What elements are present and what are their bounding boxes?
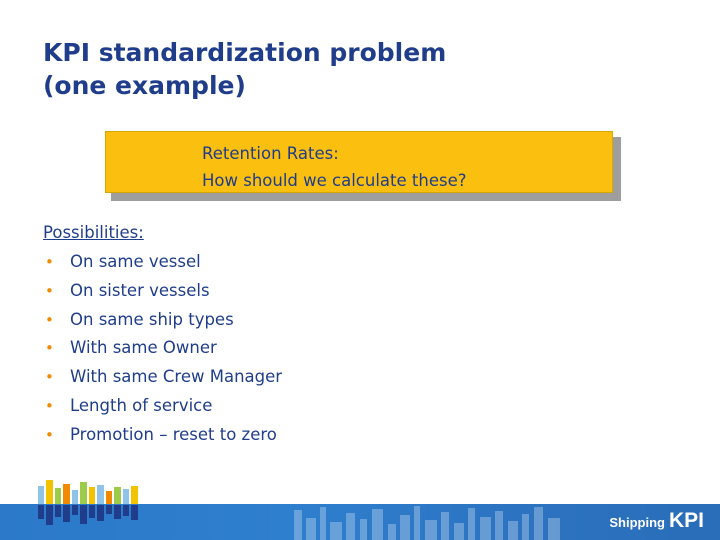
list-item xyxy=(43,334,643,363)
bullet-icon: • xyxy=(45,310,54,329)
possibilities-section xyxy=(43,219,643,450)
bullet-icon: • xyxy=(45,425,54,444)
bullet-icon: • xyxy=(45,368,54,387)
callout-box xyxy=(105,131,613,193)
brand-kpi-text: KPI xyxy=(668,509,704,532)
possibilities-list xyxy=(43,248,643,450)
shipping-kpi-brand xyxy=(609,509,704,533)
brand-shipping-text: Shipping xyxy=(609,515,665,530)
bullet-icon: • xyxy=(45,396,54,415)
list-item xyxy=(43,277,643,306)
possibilities-heading: Possibilities: xyxy=(43,223,144,242)
list-item-text: With same Crew Manager xyxy=(70,367,283,387)
list-item-text: On same vessel xyxy=(70,252,201,271)
slide-title-line-1: KPI standardization problem xyxy=(43,38,447,67)
bullet-icon: • xyxy=(45,339,54,358)
list-item-text: On sister vessels xyxy=(70,280,210,300)
list-item-text: With same Owner xyxy=(70,338,217,358)
list-item xyxy=(43,306,643,335)
bullet-icon: • xyxy=(45,253,54,271)
list-item xyxy=(43,392,643,421)
callout-line-2: How should we calculate these? xyxy=(202,171,467,190)
list-item xyxy=(43,363,643,392)
shipping-kpi-skyline-logo-icon xyxy=(34,478,144,530)
slide-title xyxy=(43,36,446,102)
callout-line-1: Retention Rates: xyxy=(202,144,339,163)
list-item xyxy=(43,248,643,277)
list-item xyxy=(43,421,643,450)
list-item-text: On same ship types xyxy=(70,309,234,329)
slide-title-line-2: (one example) xyxy=(43,71,246,100)
skyline-decoration xyxy=(280,504,600,540)
list-item-text: Promotion – reset to zero xyxy=(70,424,277,444)
bullet-icon: • xyxy=(45,281,54,300)
list-item-text: Length of service xyxy=(70,395,213,415)
